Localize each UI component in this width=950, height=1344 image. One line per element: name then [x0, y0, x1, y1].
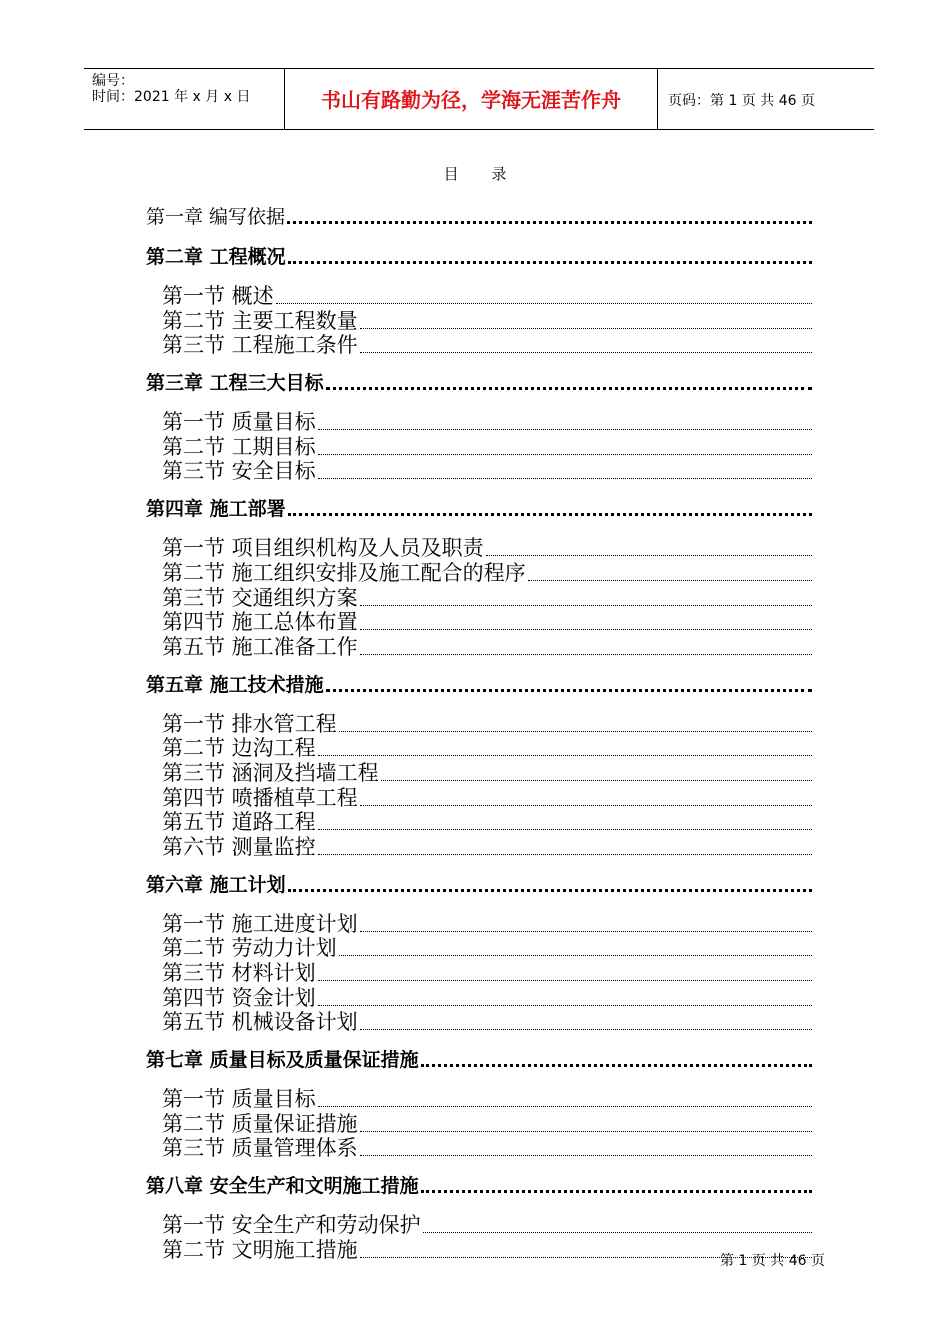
toc-dot-leader	[318, 478, 812, 479]
toc-section-entry[interactable]	[146, 835, 812, 859]
toc-section-entry[interactable]	[146, 1238, 812, 1262]
toc-section-entry[interactable]	[146, 1087, 812, 1111]
toc-chapter-entry[interactable]	[146, 497, 812, 521]
toc-dot-leader	[360, 1131, 812, 1132]
toc-dot-leader	[318, 454, 812, 455]
toc-entry-label: 第一章 编写依据	[146, 206, 286, 228]
toc-dot-leader	[360, 629, 812, 630]
toc-entry-label: 第四节 资金计划	[162, 985, 316, 1010]
toc-section-entry[interactable]	[146, 410, 812, 434]
toc-dot-leader	[318, 1106, 812, 1107]
toc-dot-leader	[326, 689, 812, 692]
toc-dot-leader	[288, 889, 812, 892]
toc-entry-label: 第二章 工程概况	[146, 246, 286, 268]
toc-title: 目 录	[443, 165, 521, 183]
toc-dot-leader	[276, 303, 812, 304]
toc-dot-leader	[421, 1190, 812, 1193]
toc-dot-leader	[287, 221, 812, 224]
toc-entry-label: 第三节 材料计划	[162, 961, 316, 985]
toc-dot-leader	[360, 654, 812, 655]
toc-section-entry[interactable]	[146, 459, 812, 483]
toc-dot-leader	[318, 1005, 812, 1006]
toc-dot-leader	[288, 513, 812, 516]
toc-dot-leader	[360, 328, 812, 329]
toc-entry-label: 第一节 概述	[162, 284, 274, 308]
toc-dot-leader	[381, 780, 812, 781]
toc-entry-label: 第二节 主要工程数量	[162, 308, 358, 333]
toc-section-entry[interactable]	[146, 761, 812, 785]
toc-entry-label: 第二节 文明施工措施	[162, 1238, 358, 1262]
header-page-cell	[658, 69, 874, 129]
toc-entry-label: 第一节 施工进度计划	[162, 911, 358, 936]
toc-section-entry[interactable]	[146, 586, 812, 610]
toc-section-entry[interactable]	[146, 736, 812, 760]
toc-entry-label: 第四章 施工部署	[146, 498, 286, 521]
toc-entry-label: 第一节 项目组织机构及人员及职责	[162, 536, 484, 561]
toc-entry-label: 第四节 施工总体布置	[162, 610, 358, 635]
toc-section-entry[interactable]	[146, 1136, 812, 1160]
toc-entry-label: 第二节 质量保证措施	[162, 1111, 358, 1136]
toc-dot-leader	[318, 755, 812, 756]
toc-section-entry[interactable]	[146, 961, 812, 985]
toc-entry-label: 第八章 安全生产和文明施工措施	[146, 1175, 419, 1198]
page-header	[84, 68, 874, 130]
header-motto: 书山有路勤为径，学海无涯苦作舟	[321, 88, 621, 112]
toc-entry-label: 第三节 工程施工条件	[162, 333, 358, 358]
document-date: 时间：2021 年 x 月 x 日	[92, 89, 251, 105]
toc-entry-label: 第五章 施工技术措施	[146, 673, 324, 696]
toc-dot-leader	[318, 829, 812, 830]
toc-dot-leader	[421, 1064, 812, 1067]
toc-section-entry[interactable]	[146, 284, 812, 308]
toc-section-entry[interactable]	[146, 786, 812, 810]
page-footer: 第 1 页 共 46 页	[720, 1253, 825, 1269]
toc-section-entry[interactable]	[146, 536, 812, 560]
toc-dot-leader	[360, 805, 812, 806]
header-page-number: 页码：第 1 页 共 46 页	[668, 93, 815, 109]
toc-dot-leader	[360, 1029, 812, 1030]
toc-section-entry[interactable]	[146, 610, 812, 634]
toc-entry-label: 第二节 劳动力计划	[162, 936, 337, 961]
toc-entry-label: 第三章 工程三大目标	[146, 372, 324, 395]
toc-section-entry[interactable]	[146, 1213, 812, 1237]
toc-dot-leader	[318, 980, 812, 981]
toc-entry-label: 第三节 质量管理体系	[162, 1136, 358, 1161]
toc-entry-label: 第一节 排水管工程	[162, 711, 337, 736]
toc-dot-leader	[288, 261, 812, 264]
toc-chapter-entry[interactable]	[146, 1048, 812, 1072]
toc-chapter-entry[interactable]	[146, 873, 812, 897]
toc-entry-label: 第三节 交通组织方案	[162, 585, 358, 610]
toc-dot-leader	[486, 555, 812, 556]
toc-section-entry[interactable]	[146, 1010, 812, 1034]
toc-dot-leader	[528, 580, 812, 581]
toc-entry-label: 第三节 涵洞及挡墙工程	[162, 761, 379, 785]
toc-section-entry[interactable]	[146, 936, 812, 960]
toc-chapter-entry[interactable]	[146, 371, 812, 395]
toc-dot-leader	[339, 955, 812, 956]
toc-dot-leader	[326, 387, 812, 390]
header-motto-cell	[285, 69, 658, 129]
toc-entry-label: 第七章 质量目标及质量保证措施	[146, 1049, 419, 1072]
toc-section-entry[interactable]	[146, 712, 812, 736]
toc-dot-leader	[360, 605, 812, 606]
toc-entry-label: 第二节 边沟工程	[162, 736, 316, 761]
toc-section-entry[interactable]	[146, 635, 812, 659]
toc-dot-leader	[360, 931, 812, 932]
toc-entry-label: 第六章 施工计划	[146, 873, 286, 896]
toc-entry-label: 第二节 工期目标	[162, 434, 316, 459]
toc-section-entry[interactable]	[146, 435, 812, 459]
header-meta-cell	[84, 69, 285, 129]
toc-entry-label: 第五节 施工准备工作	[162, 634, 358, 659]
toc-section-entry[interactable]	[146, 810, 812, 834]
toc-entry-label: 第一节 质量目标	[162, 410, 316, 435]
toc-entry-label: 第二节 施工组织安排及施工配合的程序	[162, 561, 526, 585]
document-number: 编号：	[92, 73, 134, 89]
toc-chapter-entry[interactable]	[146, 673, 812, 697]
toc-dot-leader	[318, 854, 812, 855]
toc-dot-leader	[318, 429, 812, 430]
toc-section-entry[interactable]	[146, 986, 812, 1010]
toc-section-entry[interactable]	[146, 309, 812, 333]
toc-entry-label: 第一节 安全生产和劳动保护	[162, 1213, 421, 1238]
toc-entry-label: 第四节 喷播植草工程	[162, 785, 358, 810]
toc-section-entry[interactable]	[146, 912, 812, 936]
toc-section-entry[interactable]	[146, 333, 812, 357]
toc-entry-label: 第六节 测量监控	[162, 834, 316, 859]
toc-entry-label: 第五节 机械设备计划	[162, 1010, 358, 1035]
toc-dot-leader	[423, 1232, 812, 1233]
toc-dot-leader	[360, 1155, 812, 1156]
toc-section-entry[interactable]	[146, 1112, 812, 1136]
toc-entry-label: 第三节 安全目标	[162, 459, 316, 484]
toc-chapter-entry[interactable]	[146, 245, 812, 269]
toc-dot-leader	[360, 352, 812, 353]
toc-dot-leader	[339, 731, 812, 732]
toc-chapter-entry[interactable]	[146, 1174, 812, 1198]
toc-entry-label: 第五节 道路工程	[162, 810, 316, 835]
toc-entry-label: 第一节 质量目标	[162, 1087, 316, 1112]
toc-chapter-entry[interactable]	[146, 205, 812, 229]
toc-section-entry[interactable]	[146, 561, 812, 585]
